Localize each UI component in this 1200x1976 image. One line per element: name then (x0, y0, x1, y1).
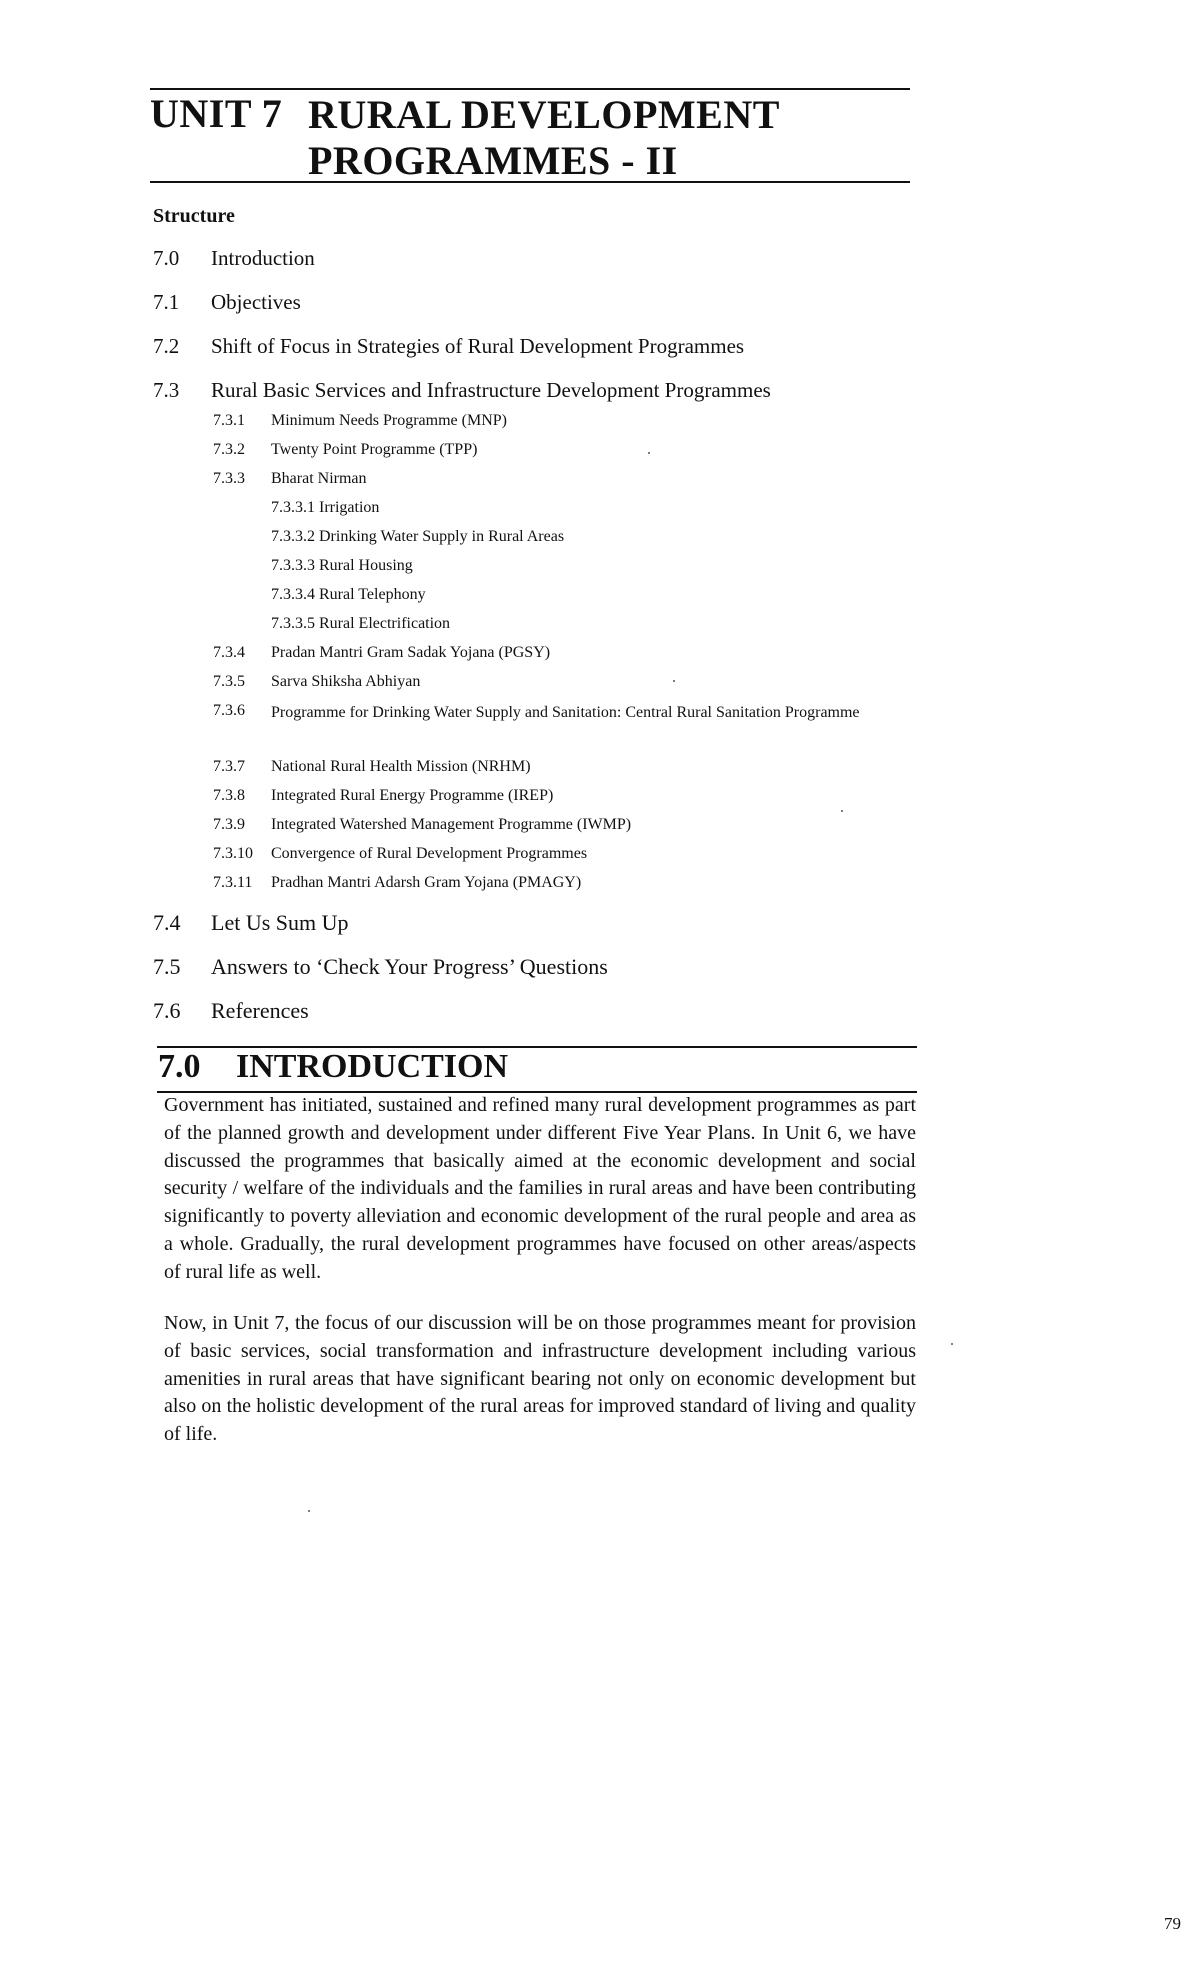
toc-text: Sarva Shiksha Abhiyan (271, 673, 421, 690)
scan-speck (951, 1343, 953, 1345)
toc-text: Minimum Needs Programme (MNP) (271, 412, 507, 429)
toc-number: 7.3.2 (213, 441, 245, 458)
toc-number: 7.1 (153, 290, 180, 314)
toc-text: Let Us Sum Up (211, 910, 349, 935)
toc-text: National Rural Health Mission (NRHM) (271, 758, 531, 775)
toc-text: 7.3.3.1 Irrigation (271, 499, 380, 516)
section-title: INTRODUCTION (236, 1048, 509, 1085)
toc-number: 7.3 (153, 378, 180, 402)
page-number: 79 (1164, 1914, 1181, 1933)
toc-number: 7.6 (153, 998, 181, 1023)
header-top-rule (150, 88, 910, 90)
unit-label: UNIT 7 (150, 91, 283, 136)
toc-text: Rural Basic Services and Infrastructure Development Programmes (211, 378, 771, 402)
toc-text: Integrated Rural Energy Programme (IREP) (271, 787, 554, 804)
intro-paragraph: Government has initiated, sustained and refined many rural development programmes as part of the planned growth and development under different Five Year Plans. In Unit 6, we have discussed the programmes that basically aimed at the economic development and social security / welfare of the individuals and the families in rural areas and have been contributing significantly to poverty alleviation and economic development of the rural people and area as a whole. Gradually, the rural development programmes have focused on other areas/aspects of rural life as well. (164, 1094, 916, 1283)
unit-title (308, 92, 780, 184)
unit-title-line-2: PROGRAMMES - II (308, 138, 678, 183)
toc-text: Objectives (211, 290, 301, 314)
toc-number: 7.3.5 (213, 673, 245, 690)
toc-number: 7.3.10 (213, 845, 253, 862)
toc-text: Shift of Focus in Strategies of Rural Development Programmes (211, 334, 745, 358)
unit-title-line-1: RURAL DEVELOPMENT (308, 92, 780, 137)
section-heading (158, 1048, 508, 1086)
toc-number: 7.3.9 (213, 816, 245, 833)
toc-number: 7.3.7 (213, 758, 245, 775)
toc-number: 7.3.11 (213, 874, 253, 891)
toc-number: 7.3.1 (213, 412, 245, 429)
toc-text: Pradan Mantri Gram Sadak Yojana (PGSY) (271, 644, 551, 661)
toc-text: Convergence of Rural Development Programmes (271, 845, 588, 862)
scan-speck (841, 810, 843, 812)
toc-number: 7.0 (153, 246, 180, 270)
toc-number: 7.2 (153, 334, 180, 358)
toc-text: Integrated Watershed Management Programme (IWMP) (271, 816, 632, 833)
toc-text: Answers to ‘Check Your Progress’ Questions (211, 954, 608, 979)
toc-text: 7.3.3.4 Rural Telephony (271, 586, 426, 603)
toc-text: 7.3.3.3 Rural Housing (271, 557, 413, 574)
toc-text: 7.3.3.2 Drinking Water Supply in Rural Areas (271, 528, 565, 545)
toc-number: 7.4 (153, 910, 181, 935)
intro-paragraph: Now, in Unit 7, the focus of our discussion will be on those programmes meant for provision of basic services, social transformation and infrastructure development including various amenities in rural areas that have significant bearing not only on economic development but also on the holistic development of the rural areas for improved standard of living and quality of life. (164, 1312, 916, 1446)
toc-number: 7.5 (153, 954, 181, 979)
toc-number: 7.3.3 (213, 470, 245, 487)
toc-text: References (211, 998, 309, 1023)
toc-number: 7.3.4 (213, 644, 245, 661)
toc-number: 7.3.8 (213, 787, 245, 804)
toc-text: 7.3.3.5 Rural Electrification (271, 615, 451, 632)
scan-speck (673, 680, 675, 682)
toc-text: Twenty Point Programme (TPP) (271, 441, 478, 458)
toc-text: Bharat Nirman (271, 470, 367, 487)
section-number: 7.0 (158, 1048, 201, 1085)
toc-number: 7.3.6 (213, 702, 245, 719)
toc-text: Programme for Drinking Water Supply and Sanitation: Central Rural Sanitation Programme (271, 704, 860, 721)
structure-heading: Structure (153, 205, 235, 227)
scan-speck (648, 452, 650, 454)
toc-text: Introduction (211, 246, 315, 270)
toc-text: Pradhan Mantri Adarsh Gram Yojana (PMAGY) (271, 874, 582, 891)
scan-speck (308, 1510, 310, 1512)
